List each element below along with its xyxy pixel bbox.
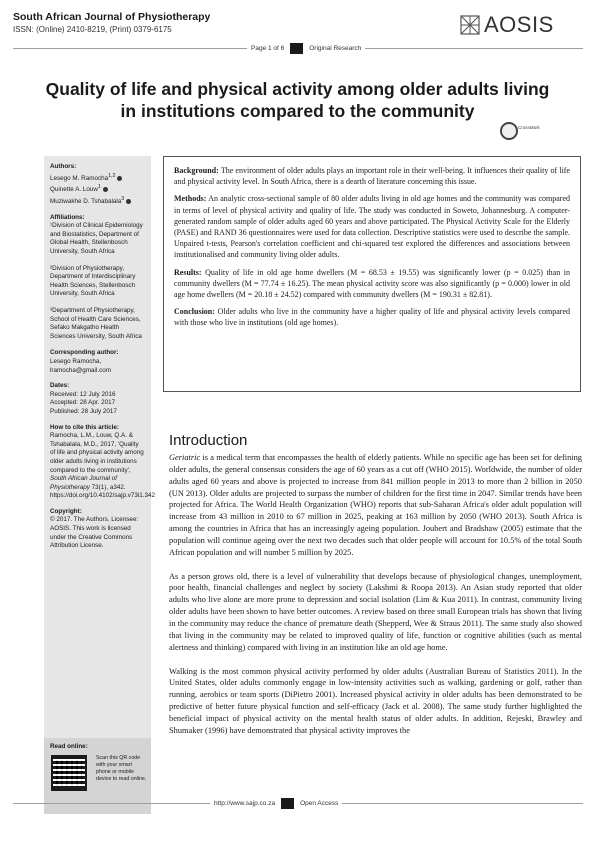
qr-code-icon[interactable] [51,755,87,791]
publisher-logo [460,12,554,38]
header-meta [247,43,365,54]
abstract-methods: Methods: An analytic cross-sectional sample of 80 older adults living in old age homes and the community was compared in terms of level of physical activity and quality of life. The study was conducted in Soweto, Johannesburg. A computer-generated random sample of older adults aged 60 years and above participated. The Physical Activity Scale for the Elderly (PASE) and RAND 36 questionnaires were used for data collection. Descriptive statistics were used to describe the sample. Unpaired t-tests, Pearson's correlation coefficient and chi-squared test explored the differences and associations between institutionalised and community living older adults. [174,194,570,260]
body-text [169,452,582,749]
abstract-results: Results: Quality of life in old age home dwellers (M = 68.53 ± 19.55) was significantly lower (p = 0.025) than in community dwellers (M = 77.74 ± 16.25). The mean physical activity score was also significantly (p = 0.000) lower in old age home dwellers (M = 20.18 ± 24.52) compared with community dwellers (M = 190.31 ± 82.81). [174,267,571,300]
article-info-sidebar [44,156,156,814]
affiliations-section [50,214,145,342]
publisher-name: AOSIS [484,12,554,37]
copyright-text: © 2017. The Authors. Licensee: AOSIS. This work is licensed under the Creative Commons Attribution License. [50,516,139,550]
crossmark-icon[interactable] [500,122,518,140]
abstract-background: Background: The environment of older adults plays an important role in their well-being. It influences their quality of life and physical activity level. In South Africa, there is a dearth of literature concerning this issue. [174,166,571,187]
footer-meta [210,798,342,809]
open-access-label: Open Access [300,800,339,807]
affiliation: ²Division of Physiotherapy, Department of Interdisciplinary Health Sciences, Stellenbosch University, South Africa [50,264,136,298]
corresponding-email[interactable]: lramocha@gmail.com [50,366,111,374]
dates-label: Dates: [50,382,70,390]
affiliation: ¹Division of Clinical Epidemiology and Biostatistics, Department of Global Health, Stellenbosch University, South Africa [50,222,143,256]
article-title: Quality of life and physical activity among older adults living in institutions compared to the community [45,79,550,121]
received-date: Received: 12 July 2016 [50,390,116,398]
paragraph: Walking is the most common physical activity performed by older adults (Australian Bureau of Statistics 2011). In the United States, older adults commonly engage in low-intensity activities such as walking, gardening or golf, rather than running, aerobics or team sports (DiPietro 2001). Increased physical activity in older adults has been demonstrated to be predictive of better future physical function and self-efficacy (Jack et al. 2008). The same study further highlighted the beneficial impact of physical activity on the mental health status of older adults. In addition, Rejeski, Brawley and Shumaker (1996) have demonstrated that physical activity improves the [169,666,582,735]
citation-label: How to cite this article: [50,423,119,431]
affiliations-label: Affiliations: [50,213,85,221]
author: Lesego M. Ramocha$^{1,2}$ [50,172,145,184]
citation-section [50,423,156,501]
page-number: Page 1 of 6 [251,45,285,52]
dates-section [50,382,145,416]
footer-block [281,798,294,809]
author: Muziwakhe D. Tshabalala$^3$ [50,195,145,207]
corresponding-name: Lesego Ramocha, [50,357,102,365]
journal-title: South African Journal of Physiotherapy [13,11,211,23]
read-online-text: Scan this QR code with your smart phone or mobile device to read online. [96,755,147,782]
aosis-logo-icon [460,15,480,35]
authors-label: Authors: [50,163,77,170]
journal-url[interactable]: http://www.sajp.co.za [214,800,276,807]
paragraph: Geriatric is a medical term that encompasses the health of elderly patients. While no specific age has been set for defining older adults, the general consensus considers the age of 60 years as a cut off (WHO 2015). Worldwide, the number of older adults aged 60 years and above is projected to increase from 841 million people in 2013 to more than 2 billion in 2050 (UN 2013). Older adults are projected to surpass the number of children for the first time in 2047. Similar trends have been projected for Africa. The World Health Organization (WHO) reports that sub-Saharan Africa's older adult population will increase from 43 million in 2010 to 67 million in 2025, peaking at 163 million by 2050 (WHO 2013). South Africa is among the countries in Africa that has an increasingly ageing population. Joubert and Bradshaw (2005) estimate that the population will continue ageing over the next two decades such that older people will account for 10.5% of the total South African population and will number 5 million by 2025. [169,453,582,557]
section-heading: Introduction [169,432,248,449]
header-block [290,43,303,54]
copyright-label: Copyright: [50,507,82,515]
accepted-date: Accepted: 28 Apr. 2017 [50,399,116,407]
corresponding-label: Corresponding author: [50,349,119,357]
read-online-label: Read online: [50,743,88,750]
crossmark-label: CrossMark [518,125,540,130]
abstract-box [163,156,581,392]
copyright-section [50,508,145,551]
published-date: Published: 28 July 2017 [50,407,117,415]
authors-section [50,163,145,207]
corresponding-section [50,349,145,375]
abstract-conclusion: Conclusion: Older adults who live in the community have a higher quality of life and physical activity levels compared with those who live in institutions (old age homes). [174,307,570,328]
article-type: Original Research [309,45,362,52]
citation-text: Ramocha, L.M., Louw, Q.A. & Tshabalala, M.D., 2017, 'Quality of life and physical activity among older adults living in institutions compared to the community', South African Journal of Physiotherapy 73(1), a342. https://doi.org/10.4102/sajp.v73i1.342 [50,432,156,500]
issn: ISSN: (Online) 2410-8219, (Print) 0379-6175 [13,25,172,34]
paragraph: As a person grows old, there is a level of vulnerability that develops because of physiological changes, unemployment, poor health, financial challenges and neglect by society (Lakshmi & Roopa 2013). An Asian study reported that older adults who live alone are more prone to depression and social isolation (Lim & Kua 2011). In contrast, community living older adults have been shown to have better outcomes. A review based on three small European trials has shown that living in the community may reduce the chance of premature death (Shepperd, Wee & Straus 2011). The same study also showed that living in the community may be related to improved quality of life, function or cognitive abilities (such as mental alertness and thinking) compared with living in an institution like an old age home. [169,571,582,652]
orcid-icon[interactable] [117,176,122,181]
orcid-icon[interactable] [103,187,108,192]
orcid-icon[interactable] [126,199,131,204]
author: Quinette A. Louw$^1$ [50,183,145,195]
affiliation: ³Department of Physiotherapy, School of Health Care Sciences, Sefako Makgatho Health Sciences University, South Africa [50,307,142,340]
